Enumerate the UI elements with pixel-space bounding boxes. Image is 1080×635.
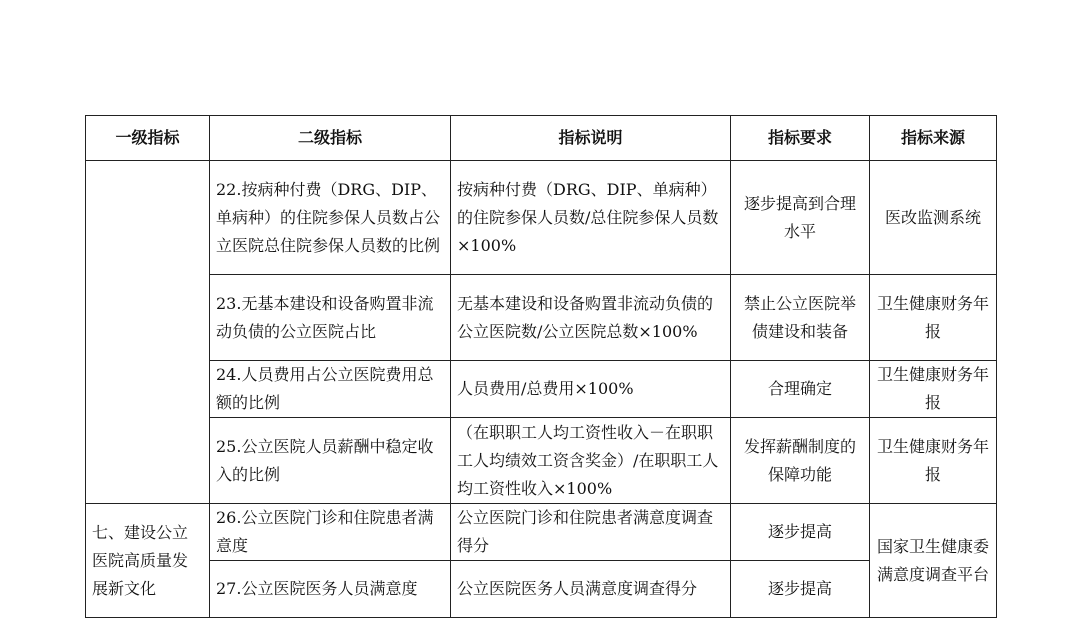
table-row — [86, 275, 997, 361]
requirement-cell: 逐步提高 — [731, 504, 870, 561]
header-description: 指标说明 — [451, 116, 731, 161]
table-row — [86, 161, 997, 275]
description-cell: 公立医院门诊和住院患者满意度调查得分 — [451, 504, 731, 561]
indicator-cell: 27.公立医院医务人员满意度 — [210, 561, 451, 618]
description-cell: 无基本建设和设备购置非流动负债的公立医院数/公立医院总数×100% — [451, 275, 731, 361]
table-row — [86, 561, 997, 618]
indicator-cell: 25.公立医院人员薪酬中稳定收入的比例 — [210, 418, 451, 504]
source-cell: 卫生健康财务年报 — [870, 275, 997, 361]
description-cell: 人员费用/总费用×100% — [451, 361, 731, 418]
description-cell: （在职职工人均工资性收入－在职职工人均绩效工资含奖金）/在职职工人均工资性收入×100% — [451, 418, 731, 504]
table-row — [86, 361, 997, 418]
requirement-cell: 逐步提高到合理水平 — [731, 161, 870, 275]
header-requirement: 指标要求 — [731, 116, 870, 161]
level1-cell-empty — [86, 161, 210, 504]
header-level2: 二级指标 — [210, 116, 451, 161]
description-cell: 按病种付费（DRG、DIP、单病种）的住院参保人员数/总住院参保人员数×100% — [451, 161, 731, 275]
table-row — [86, 504, 997, 561]
source-cell: 医改监测系统 — [870, 161, 997, 275]
header-level1: 一级指标 — [86, 116, 210, 161]
indicator-cell: 22.按病种付费（DRG、DIP、单病种）的住院参保人员数占公立医院总住院参保人员数的比例 — [210, 161, 451, 275]
level1-cell: 七、建设公立医院高质量发展新文化 — [86, 504, 210, 618]
header-source: 指标来源 — [870, 116, 997, 161]
indicator-cell: 24.人员费用占公立医院费用总额的比例 — [210, 361, 451, 418]
source-cell: 卫生健康财务年报 — [870, 418, 997, 504]
requirement-cell: 发挥薪酬制度的保障功能 — [731, 418, 870, 504]
indicator-cell: 23.无基本建设和设备购置非流动负债的公立医院占比 — [210, 275, 451, 361]
table-row — [86, 418, 997, 504]
description-cell: 公立医院医务人员满意度调查得分 — [451, 561, 731, 618]
requirement-cell: 逐步提高 — [731, 561, 870, 618]
requirement-cell: 合理确定 — [731, 361, 870, 418]
requirement-cell: 禁止公立医院举债建设和装备 — [731, 275, 870, 361]
indicator-table — [85, 115, 997, 618]
source-cell: 国家卫生健康委满意度调查平台 — [870, 504, 997, 618]
source-cell: 卫生健康财务年报 — [870, 361, 997, 418]
table-header-row — [86, 116, 997, 161]
indicator-cell: 26.公立医院门诊和住院患者满意度 — [210, 504, 451, 561]
